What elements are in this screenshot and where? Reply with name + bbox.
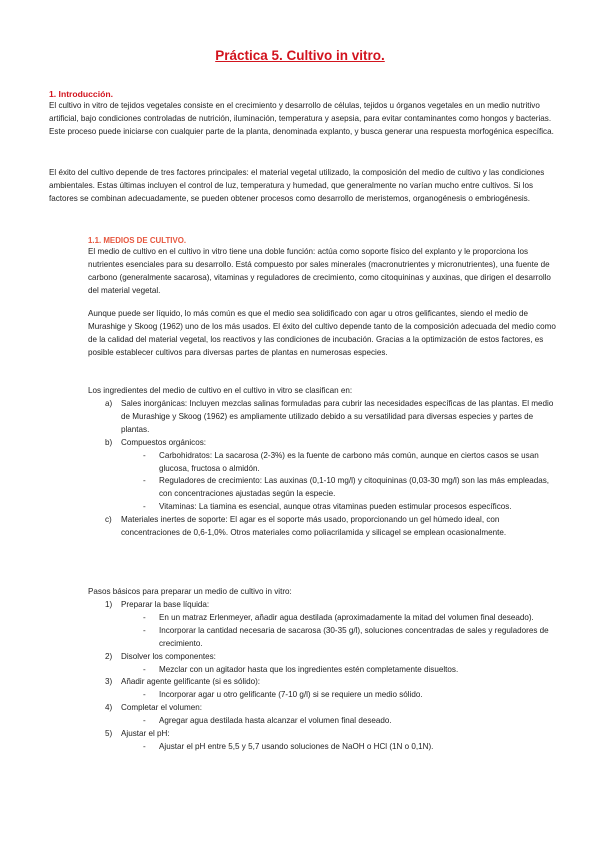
- list-marker: b): [105, 437, 113, 447]
- step-item: [88, 651, 558, 677]
- sublist-item: [121, 475, 558, 501]
- step-sublist: [121, 689, 558, 702]
- step-sublist: [121, 612, 558, 651]
- dash-marker: -: [143, 502, 146, 512]
- sublist-item: [121, 612, 558, 625]
- list-marker: a): [105, 399, 113, 408]
- subsection-heading-medios: 1.1. MEDIOS DE CULTIVO.: [88, 236, 187, 245]
- intro-paragraph-2: El éxito del cultivo depende de tres factores principales: el material vegetal utilizado, la composición del medio de cultivo y las condiciones ambientales. Estas últimas incluyen el control de luz, temperatura y humedad, que generalmente no varían mucho entre cultivos. Si los factores se combinan adecuadamente, se pueden obtener procesos como desarrollo de meristemos, organogénesis o embriogénesis.: [49, 168, 545, 203]
- page-title: Práctica 5. Cultivo in vitro.: [215, 48, 385, 63]
- dash-marker: -: [143, 476, 146, 486]
- list-marker: c): [105, 515, 112, 525]
- sublist-item: [121, 664, 558, 677]
- sublist-item-text: En un matraz Erlenmeyer, añadir agua destilada (aproximadamente la mitad del volumen final deseado).: [159, 612, 534, 622]
- sublist-item: [121, 689, 558, 702]
- list-item-text: Sales inorgánicas: Incluyen mezclas salinas formuladas para cubrir las necesidades específicas de las plantas. El medio de Murashige y Skoog (1962) es ampliamente utilizado debido a su versatilidad para diversas especies y partes de plantas.: [121, 399, 554, 434]
- sublist-item-text: Mezclar con un agitador hasta que los ingredientes estén completamente disueltos.: [159, 664, 459, 674]
- sublist-item: [121, 501, 558, 514]
- organics-sublist: [121, 450, 558, 515]
- step-number: 2): [105, 651, 113, 661]
- sublist-item-text: Reguladores de crecimiento: Las auxinas (0,1-10 mg/l) y citoquininas (0,03-30 mg/l) son las más empleadas, con concentraciones ajustadas según la especie.: [159, 476, 550, 499]
- dash-marker: -: [143, 612, 146, 622]
- step-item: [88, 702, 558, 728]
- step-label: Preparar la base líquida:: [121, 600, 210, 609]
- medios-paragraph-3: Los ingredientes del medio de cultivo en el cultivo in vitro se clasifican en:: [88, 386, 353, 395]
- step-item: [88, 599, 558, 651]
- sublist-item: [121, 741, 558, 754]
- section-heading-introduccion: 1. Introducción.: [49, 89, 113, 99]
- intro-paragraph-1: El cultivo in vitro de tejidos vegetales consiste en el crecimiento y desarrollo de células, tejidos u órganos vegetales en un medio nutritivo artificial, bajo condiciones controladas de nutrición, iluminación, temperatura y asepsia, para evitar contaminantes como hongos y bacterias. Este proceso puede iniciarse con cualquier parte de la planta, denominada explanto, y busca generar una respuesta morfogénica específica.: [49, 101, 554, 136]
- sublist-item-text: Incorporar agar u otro gelificante (7-10 g/l) si se requiere un medio sólido.: [159, 690, 423, 700]
- step-label: Disolver los componentes:: [121, 651, 216, 661]
- ingredients-list: [88, 398, 558, 540]
- sublist-item: [121, 625, 558, 651]
- sublist-item: [121, 450, 558, 476]
- dash-marker: -: [143, 741, 146, 751]
- dash-marker: -: [143, 450, 146, 460]
- step-sublist: [121, 741, 558, 754]
- dash-marker: -: [143, 625, 146, 635]
- dash-marker: -: [143, 716, 146, 726]
- sublist-item-text: Ajustar el pH entre 5,5 y 5,7 usando soluciones de NaOH o HCl (1N o 0,1N).: [159, 741, 434, 751]
- sublist-item-text: Vitaminas: La tiamina es esencial, aunque otras vitaminas pueden estimular procesos específicos.: [159, 502, 512, 512]
- step-number: 1): [105, 600, 113, 609]
- step-label: Ajustar el pH:: [121, 729, 170, 739]
- sublist-item: [121, 715, 558, 728]
- list-item-text: Compuestos orgánicos:: [121, 437, 207, 447]
- sublist-item-text: Agregar agua destilada hasta alcanzar el volumen final deseado.: [159, 716, 392, 726]
- list-item: [88, 514, 558, 540]
- list-item-text: Materiales inertes de soporte: El agar es el soporte más usado, proporcionando un gel húmedo ideal, con concentraciones de 0,6-1,0%. Otros materiales como poliacrilamida y silicagel se emplean ocasionalmente.: [121, 515, 507, 538]
- step-label: Completar el volumen:: [121, 703, 202, 713]
- list-item: [88, 398, 558, 437]
- step-number: 3): [105, 677, 113, 687]
- step-number: 4): [105, 703, 113, 713]
- steps-intro: Pasos básicos para preparar un medio de cultivo in vitro:: [88, 587, 292, 596]
- dash-marker: -: [143, 664, 146, 674]
- step-sublist: [121, 715, 558, 728]
- sublist-item-text: Incorporar la cantidad necesaria de sacarosa (30-35 g/l), soluciones concentradas de sales y reguladores de crecimiento.: [159, 625, 549, 648]
- step-sublist: [121, 664, 558, 677]
- medios-paragraph-2: Aunque puede ser líquido, lo más común es que el medio sea solidificado con agar u otros gelificantes, siendo el medio de Murashige y Skoog (1962) uno de los más usados. El éxito del cultivo depende tanto de la composición adecuada del medio como de la calidad del material vegetal, los reactivos y las condiciones de incubación. Gracias a la optimización de estos factores, es posible establecer cultivos para diversas partes de plantas en numerosas especies.: [88, 309, 556, 357]
- step-label: Añadir agente gelificante (si es sólido):: [121, 677, 261, 687]
- steps-list: [88, 599, 558, 754]
- step-item: [88, 676, 558, 702]
- sublist-item-text: Carbohidratos: La sacarosa (2-3%) es la fuente de carbono más común, aunque en ciertos casos se usan glucosa, fructosa o almidón.: [159, 450, 539, 473]
- medios-paragraph-1: El medio de cultivo en el cultivo in vitro tiene una doble función: actúa como soporte físico del explanto y le proporciona los nutrientes esenciales para su desarrollo. Está compuesto por sales minerales (macronutrientes y micronutrientes), una fuente de carbono (generalmente sacarosa), vitaminas y reguladores de crecimiento, como citoquininas y auxinas, que dirigen el desarrollo del material vegetal.: [88, 247, 551, 295]
- step-item: [88, 728, 558, 754]
- step-number: 5): [105, 729, 113, 739]
- list-item: [88, 437, 558, 514]
- dash-marker: -: [143, 690, 146, 700]
